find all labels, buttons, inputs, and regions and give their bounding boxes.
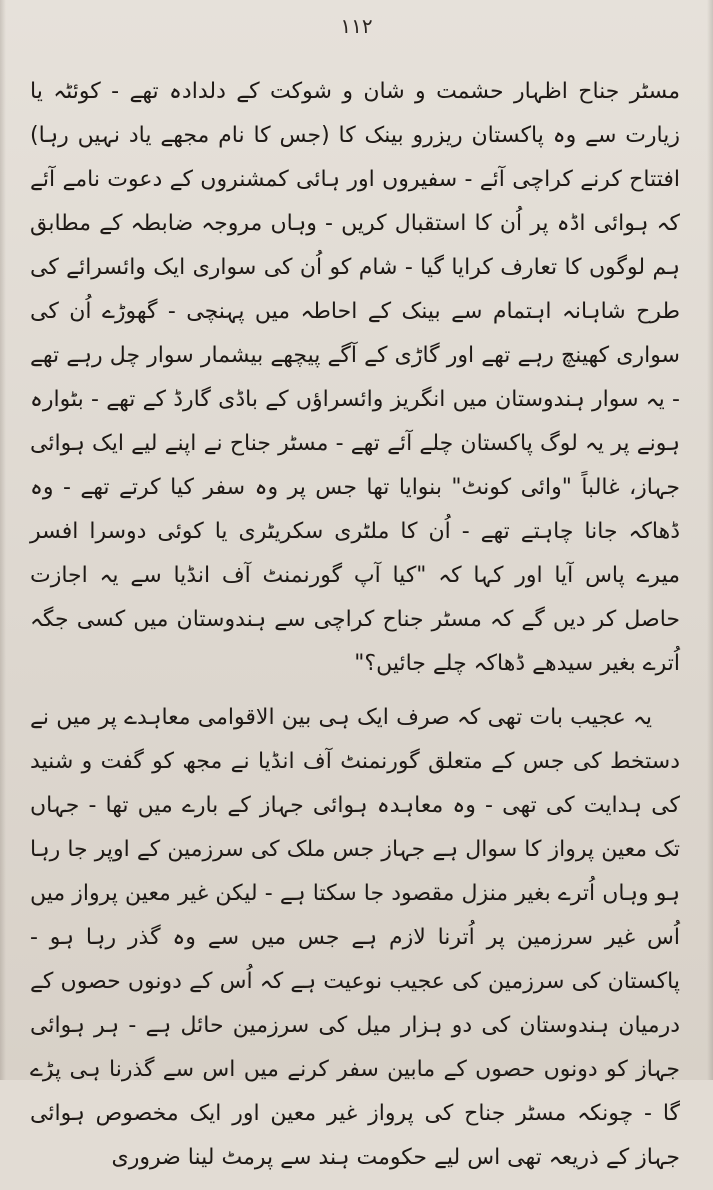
page-left-shadow: [0, 0, 6, 1080]
page-number: ۱۱۲: [340, 14, 373, 38]
paragraph-2: یہ عجیب بات تھی کہ صرف ایک ہی بین الاقوامی معاہدے پر میں نے دستخط کی جس کے متعلق گورنمنٹ آف انڈیا نے مجھ کو گفت و شنید کی ہدایت کی تھی - وہ معاہدہ ہوائی جہاز کے بارے میں تھا - جہاں تک معین پرواز کا سوال ہے جہاز جس ملک کی سرزمین کے اوپر جا رہا ہو وہاں اُترے بغیر منزل مقصود جا سکتا ہے - لیکن غیر معین پرواز میں اُس غیر سرزمین پر اُترنا لازم ہے جس میں سے وہ گذر رہا ہو - پاکستان کی سرزمین کی عجیب نوعیت ہے کہ اُس کے دونوں حصوں کے درمیان ہندوستان کی دو ہزار میل کی سرزمین حائل ہے - ہر ہوائی جہاز کو دونوں حصوں کے مابین سفر کرنے میں اس سے گذرنا ہی پڑے گا - چونکہ مسٹر جناح کی پرواز غیر معین اور ایک مخصوص ہوائی جہاز کے ذریعہ تھی اس لیے حکومت ہند سے پرمٹ لینا ضروری: [30, 705, 680, 1170]
paragraph-1: مسٹر جناح اظہار حشمت و شان و شوکت کے دلدادہ تھے - کوئٹہ یا زیارت سے وہ پاکستان ریزرو بینک کا (جس کا نام مجھے یاد نہیں رہا) افتتاح کرنے کراچی آئے - سفیروں اور ہائی کمشنروں کے دعوت نامے آئے کہ ہوائی اڈہ پر اُن کا استقبال کریں - وہاں مروجہ ضابطہ کے مطابق ہم لوگوں کا تعارف کرایا گیا - شام کو اُن کی سواری ایک وائسرائے کی طرح شاہانہ اہتمام سے بینک کے احاطہ میں پہنچی - گھوڑے اُن کی سواری کھینچ رہے تھے اور گاڑی کے آگے پیچھے بیشمار سوار چل رہے تھے - یہ سوار ہندوستان میں انگریز وائسراؤں کے باڈی گارڈ کے تھے - بٹوارہ ہونے پر یہ لوگ پاکستان چلے آئے تھے - مسٹر جناح نے اپنے لیے ایک ہوائی جہاز، غالباً "وائی کونٹ" بنوایا تھا جس پر وہ سفر کیا کرتے تھے - وہ ڈھاکہ جانا چاہتے تھے - اُن کا ملٹری سکریٹری یا کوئی دوسرا افسر میرے پاس آیا اور کہا کہ "کیا آپ گورنمنٹ آف انڈیا سے یہ اجازت حاصل کر دیں گے کہ مسٹر جناح کراچی سے ہندوستان میں کسی جگہ اُترے بغیر سیدھے ڈھاکہ چلے جائیں؟": [30, 79, 680, 676]
page-body: [30, 70, 680, 1190]
page-right-shadow: [707, 0, 713, 1080]
